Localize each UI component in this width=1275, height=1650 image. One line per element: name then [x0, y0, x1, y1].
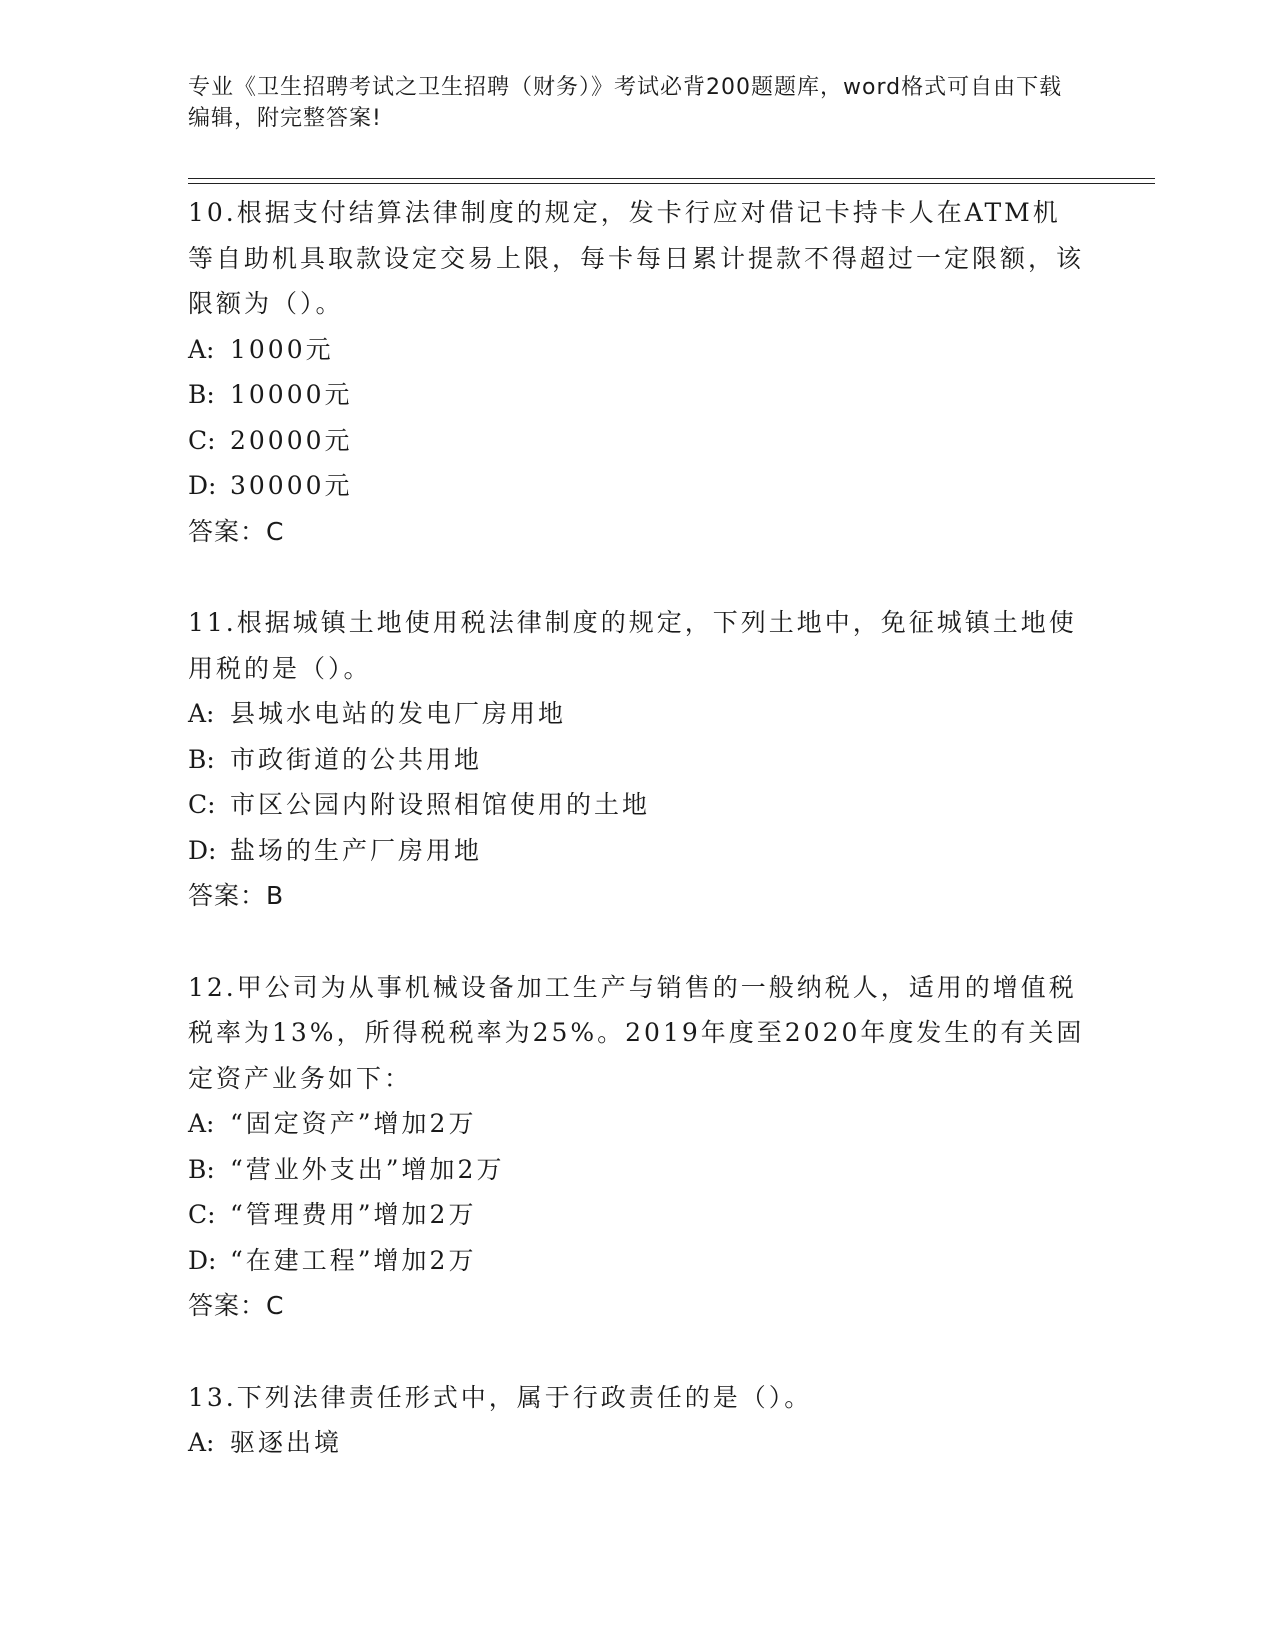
- option-text: 20000元: [230, 425, 353, 455]
- option-letter: D:: [188, 471, 217, 500]
- header-divider-top: [188, 178, 1155, 179]
- question-13: [188, 1375, 1088, 1466]
- option-letter: A:: [188, 1428, 215, 1457]
- option-letter: C:: [188, 425, 216, 455]
- option-text: 30000元: [230, 471, 353, 500]
- option-letter: A:: [188, 699, 215, 728]
- answer-label: 答案：C: [188, 516, 285, 546]
- document-header: 专业《卫生招聘考试之卫生招聘（财务）》考试必背200题题库，word格式可自由下载编辑，附完整答案!: [188, 75, 1063, 131]
- option-text: 1000元: [230, 334, 334, 364]
- option-text: 盐场的生产厂房用地: [230, 835, 483, 865]
- option-c: [188, 782, 1088, 828]
- answer-label: 答案：B: [188, 881, 285, 910]
- option-a: [188, 1101, 1088, 1147]
- question-stem: 12.甲公司为从事机械设备加工生产与销售的一般纳税人，适用的增值税税率为13%，所得税税率为25%。2019年度至2020年度发生的有关固定资产业务如下：: [188, 972, 1085, 1093]
- option-text: 县城水电站的发电厂房用地: [230, 699, 567, 728]
- question-11: [188, 600, 1088, 919]
- option-text: “营业外支出”增加2万: [230, 1154, 505, 1184]
- question-stem: 10.根据支付结算法律制度的规定，发卡行应对借记卡持卡人在ATM机等自助机具取款设定交易上限，每卡每日累计提款不得超过一定限额，该限额为（）。: [188, 198, 1085, 318]
- option-d: [188, 463, 1088, 509]
- option-b: [188, 737, 1088, 783]
- option-letter: C:: [188, 790, 216, 819]
- question-stem: 13.下列法律责任形式中，属于行政责任的是（）。: [188, 1382, 813, 1412]
- question-list: [188, 190, 1088, 1512]
- option-letter: D:: [188, 1245, 217, 1275]
- option-letter: B:: [188, 380, 215, 409]
- option-letter: B:: [188, 744, 215, 774]
- option-text: “在建工程”增加2万: [230, 1245, 477, 1275]
- option-text: 10000元: [230, 380, 353, 409]
- option-text: 驱逐出境: [230, 1428, 343, 1457]
- option-text: 市区公园内附设照相馆使用的土地: [230, 790, 651, 819]
- question-12: [188, 965, 1088, 1329]
- option-a: [188, 1420, 1088, 1466]
- option-letter: A:: [188, 1109, 215, 1138]
- option-a: [188, 327, 1088, 373]
- header-divider-bottom: [188, 183, 1155, 184]
- option-text: “管理费用”增加2万: [230, 1200, 477, 1229]
- answer-label: 答案：C: [188, 1291, 285, 1320]
- option-c: [188, 418, 1088, 464]
- option-c: [188, 1192, 1088, 1238]
- option-text: 市政街道的公共用地: [230, 744, 483, 774]
- option-text: “固定资产”增加2万: [230, 1109, 477, 1138]
- question-stem: 11.根据城镇土地使用税法律制度的规定，下列土地中，免征城镇土地使用税的是（）。: [188, 608, 1077, 683]
- option-b: [188, 372, 1088, 418]
- option-a: [188, 691, 1088, 737]
- option-d: [188, 1238, 1088, 1284]
- option-letter: A:: [188, 334, 215, 364]
- option-letter: B:: [188, 1154, 215, 1184]
- option-letter: D:: [188, 835, 217, 865]
- option-b: [188, 1147, 1088, 1193]
- question-10: [188, 190, 1088, 554]
- option-d: [188, 828, 1088, 874]
- option-letter: C:: [188, 1200, 216, 1229]
